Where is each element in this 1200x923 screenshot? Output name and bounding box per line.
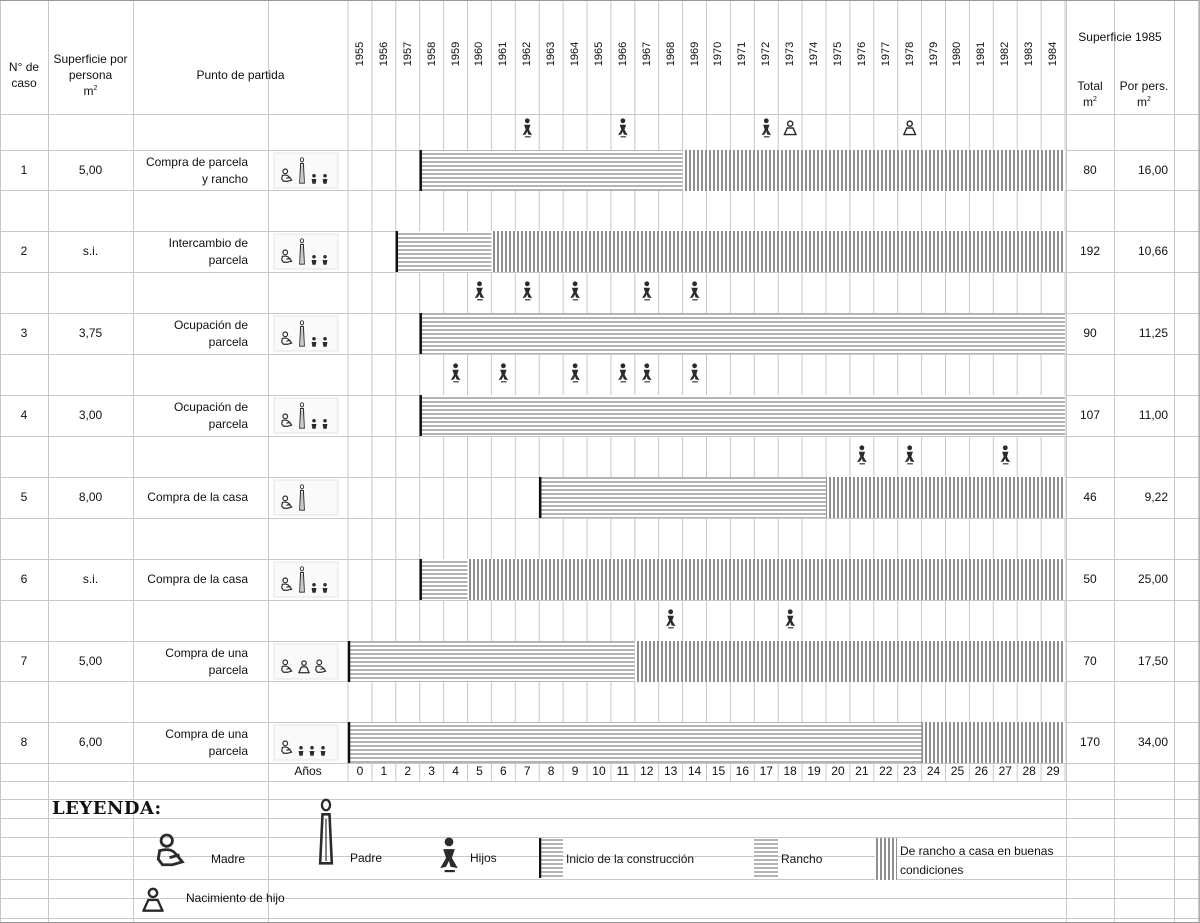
year-header: 1957 [401, 41, 414, 67]
year-header: 1962 [521, 41, 534, 67]
legend-hijos: Hijos [470, 851, 497, 865]
header-case-no [0, 40, 48, 110]
family-icons [274, 398, 338, 433]
year-offset: 17 [759, 764, 773, 779]
family-icons [274, 562, 338, 597]
case-number: 7 [20, 654, 28, 669]
year-header: 1974 [808, 41, 821, 67]
year-offset: 1 [380, 764, 388, 779]
family-icons [274, 153, 338, 188]
year-offset: 20 [831, 764, 845, 779]
hijo-icon [475, 281, 485, 299]
family-icons [274, 316, 338, 351]
year-offset: 21 [855, 764, 869, 779]
year-header: 1959 [449, 41, 462, 67]
surface-total: 80 [1083, 163, 1097, 178]
hijo-icon [642, 363, 652, 381]
hijo-icon [618, 118, 628, 136]
legend-casa: De rancho a casa en buenas condiciones [900, 844, 1054, 877]
hijo-icon [642, 281, 652, 299]
start-point: Compra de una parcela [165, 646, 248, 677]
year-offset: 28 [1022, 764, 1036, 779]
header-surface-1985-text: Superficie 1985 [1078, 29, 1162, 44]
case-number: 3 [20, 326, 28, 341]
rancho-bar [420, 559, 468, 600]
year-header: 1982 [999, 41, 1012, 67]
header-per-person [1114, 74, 1174, 114]
rancho-bar [420, 150, 683, 191]
year-offset: 12 [640, 764, 654, 779]
start-point: Compra de parcela y rancho [145, 155, 248, 186]
hijo-icon [451, 363, 461, 381]
year-header: 1960 [473, 41, 486, 67]
surface-unit-text: m [83, 84, 94, 99]
surface-total: 90 [1083, 326, 1097, 341]
year-header: 1971 [736, 41, 749, 67]
surface-per-person-1985: 34,00 [1137, 735, 1168, 750]
hijo-icon [690, 281, 700, 299]
year-header: 1969 [688, 41, 701, 67]
hijo-icon [523, 281, 533, 299]
casa-bar [635, 641, 1065, 682]
year-header: 1972 [760, 41, 773, 67]
nacimiento-icon [140, 885, 166, 915]
case-number: 5 [20, 490, 28, 505]
year-header: 1976 [855, 41, 868, 67]
surface-per-person-1985: 11,25 [1138, 326, 1168, 341]
hijo-icon [690, 363, 700, 381]
case-number: 8 [20, 735, 28, 750]
surface-total: 107 [1079, 408, 1101, 423]
start-point: Ocupación de parcela [173, 400, 248, 431]
hijo-icon [785, 609, 795, 627]
legend-inicio: Inicio de la construcción [566, 852, 695, 866]
year-offset: 13 [663, 764, 678, 779]
year-header: 1973 [784, 41, 797, 67]
year-offset: 6 [499, 764, 507, 779]
surface-per-person: s.i. [82, 572, 99, 587]
legend-nacimiento: Nacimiento de hijo [186, 891, 285, 905]
hijo-icon [857, 445, 867, 463]
year-offset: 18 [783, 764, 797, 779]
year-header: 1975 [831, 41, 844, 67]
padre-icon [315, 798, 337, 868]
header-start-point [133, 40, 348, 110]
surface-total: 192 [1079, 244, 1101, 259]
surface-per-person-1985: 16,00 [1137, 163, 1168, 178]
casa-bar [491, 231, 1065, 272]
case-number: 1 [20, 163, 28, 178]
family-icons [274, 644, 338, 679]
nacimiento-icon [784, 121, 797, 134]
hijo-icon [570, 363, 580, 381]
total-unit-text: m [1083, 95, 1094, 109]
year-offset: 23 [902, 764, 917, 779]
header-surface-unit: $m^2$ [83, 84, 98, 99]
hijo-icon [1001, 445, 1011, 463]
family-icons [274, 480, 338, 515]
year-offset: 26 [974, 764, 989, 779]
surface-total: 170 [1079, 735, 1101, 750]
rancho-swatch [754, 838, 778, 878]
surface-per-person: 5,00 [78, 163, 103, 178]
case-number: 6 [20, 572, 28, 587]
header-surface-per-person [48, 40, 133, 110]
family-icons [274, 234, 338, 269]
year-header: 1958 [425, 41, 438, 67]
header-case-no-text: N° de caso [8, 59, 40, 90]
surface-per-person-1985: 9,22 [1144, 490, 1168, 505]
year-offset: 10 [592, 764, 606, 779]
casa-swatch [875, 838, 897, 880]
hijo-icon [666, 609, 676, 627]
madre-icon [154, 832, 188, 872]
surface-per-person: 3,75 [78, 326, 103, 341]
year-offset: 0 [356, 764, 364, 779]
surface-per-person-1985: 17,50 [1137, 654, 1168, 669]
surface-total: 70 [1083, 654, 1097, 669]
year-offset: 3 [428, 764, 435, 779]
year-header: 1983 [1023, 41, 1036, 67]
year-header: 1966 [616, 41, 629, 67]
hijo-icon [523, 118, 533, 136]
year-header: 1980 [951, 41, 964, 67]
year-header: 1977 [879, 41, 892, 67]
year-offset: 22 [879, 764, 893, 779]
year-header: 1964 [569, 41, 582, 67]
year-offset: 15 [711, 764, 726, 779]
surface-per-person-1985: 25,00 [1137, 572, 1168, 587]
surface-per-person-1985: 11,00 [1138, 408, 1168, 423]
rancho-bar [348, 641, 635, 682]
year-offset: 4 [452, 764, 459, 779]
hijo-icon [499, 363, 509, 381]
start-point: Compra de una parcela [165, 727, 248, 758]
years-label-text: Años [294, 764, 322, 779]
start-point: Ocupación de parcela [173, 318, 248, 349]
year-header: 1970 [712, 41, 725, 67]
casa-bar [468, 559, 1066, 600]
family-icons [274, 725, 338, 760]
legend-padre: Padre [350, 851, 383, 865]
case-number: 2 [20, 244, 28, 259]
case-number: 4 [20, 408, 28, 423]
years-label [268, 763, 348, 780]
casa-bar [922, 722, 1065, 763]
year-header: 1978 [903, 41, 916, 67]
header-start-point-text: Punto de partida [196, 67, 285, 82]
surface-per-person: s.i. [82, 244, 99, 259]
year-offset: 24 [926, 764, 941, 779]
year-offset: 8 [547, 764, 555, 779]
year-offset: 11 [616, 764, 630, 779]
year-header: 1956 [377, 41, 390, 67]
header-surface-1985 [1066, 22, 1174, 52]
year-header: 1981 [975, 41, 988, 67]
surface-per-person: 8,00 [78, 490, 103, 505]
hijo-icon [570, 281, 580, 299]
surface-per-person: 6,00 [78, 735, 103, 750]
rancho-bar [539, 477, 826, 518]
year-offset: 16 [735, 764, 750, 779]
header-total-text: Total [1077, 78, 1103, 93]
year-header: 1965 [592, 41, 605, 67]
year-offset: 27 [998, 764, 1012, 779]
year-header: 1955 [353, 41, 366, 67]
legend-rancho: Rancho [781, 852, 823, 866]
rancho-bar [420, 313, 1065, 354]
legend-title: LEYENDA: [52, 798, 162, 819]
header-total-unit: $m^2$ [1083, 95, 1097, 109]
start-point: Compra de la casa [147, 490, 248, 505]
header-per-person-unit: $m^2$ [1137, 95, 1151, 109]
surface-per-person-1985: 10,66 [1137, 244, 1168, 259]
hijo-icon [618, 363, 628, 381]
year-offset: 19 [807, 764, 821, 779]
hijo-icon [762, 118, 772, 136]
rancho-bar [420, 395, 1065, 436]
year-offset: 9 [571, 764, 579, 779]
rancho-bar [348, 722, 922, 763]
header-total [1066, 74, 1114, 114]
surface-per-person: 5,00 [78, 654, 103, 669]
inicio-swatch [539, 838, 563, 878]
hijos-icon [434, 836, 464, 874]
surface-total: 50 [1083, 572, 1097, 587]
header-per-person-text: Por pers. [1119, 78, 1169, 93]
nacimiento-icon [903, 121, 916, 134]
year-header: 1979 [927, 41, 940, 67]
legend-madre: Madre [211, 852, 246, 866]
casa-bar [826, 477, 1065, 518]
per-person-unit-text: m [1137, 95, 1148, 109]
surface-total: 46 [1083, 490, 1097, 505]
start-point: Intercambio de parcela [168, 236, 248, 267]
year-offset: 2 [404, 764, 412, 779]
start-point: Compra de la casa [147, 572, 248, 587]
year-offset: 7 [523, 764, 531, 779]
year-offset: 14 [687, 764, 702, 779]
header-surface-per-person-text: Superficie por persona [53, 51, 128, 82]
hijo-icon [905, 445, 915, 463]
year-offset: 5 [476, 764, 483, 779]
year-header: 1961 [497, 41, 510, 67]
year-header: 1963 [545, 41, 558, 67]
year-offset: 25 [950, 764, 965, 779]
rancho-bar [396, 231, 492, 272]
year-offset: 29 [1046, 764, 1060, 779]
casa-bar [683, 150, 1065, 191]
year-header: 1968 [664, 41, 677, 67]
surface-per-person: 3,00 [78, 408, 103, 423]
year-header: 1967 [640, 41, 653, 67]
year-header: 1984 [1047, 41, 1060, 67]
